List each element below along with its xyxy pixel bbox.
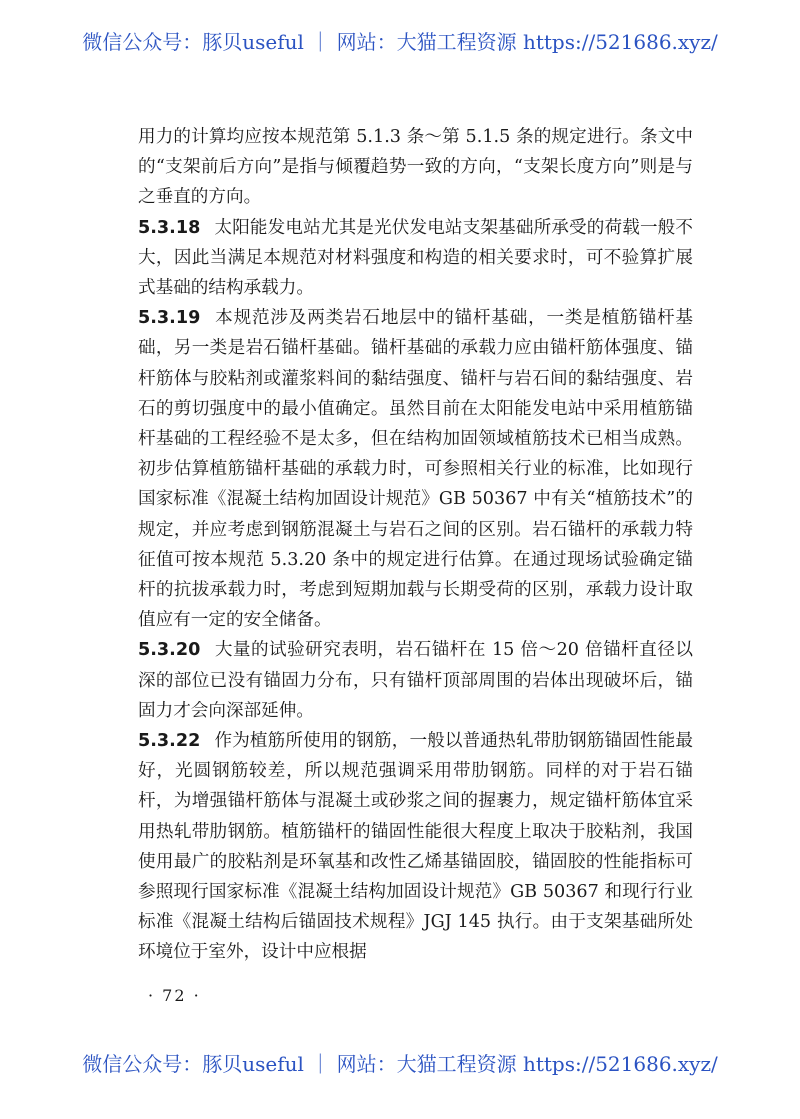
- document-body: [138, 122, 693, 968]
- paragraph-text: 作为植筋所使用的钢筋，一般以普通热轧带肋钢筋锚固性能最好，光圆钢筋较差，所以规范强调采用带肋钢筋。同样的对于岩石锚杆，为增强锚杆筋体与混凝土或砂浆之间的握裹力，规定锚杆筋体宜采用热轧带肋钢筋。植筋锚杆的锚固性能很大程度上取决于胶粘剂，我国使用最广的胶粘剂是环氧基和改性乙烯基锚固胶，锚固胶的性能指标可参照现行国家标准《混凝土结构加固设计规范》GB 50367 和现行行业标准《混凝土结构后锚固技术规程》JGJ 145 执行。由于支架基础所处环境位于室外，设计中应根据: [138, 731, 693, 963]
- clause-number: 5.3.18: [138, 217, 201, 238]
- clause-5-3-18: [138, 213, 693, 304]
- paragraph-text: 太阳能发电站尤其是光伏发电站支架基础所承受的荷载一般不大，因此当满足本规范对材料强度和构造的相关要求时，可不验算扩展式基础的结构承载力。: [138, 217, 693, 299]
- clause-number: 5.3.22: [138, 731, 201, 752]
- paragraph-continued: [138, 122, 693, 213]
- watermark-bottom: 微信公众号：豚贝useful ｜ 网站：大猫工程资源 https://521686.xyz/: [82, 1052, 718, 1076]
- paragraph-text: 本规范涉及两类岩石地层中的锚杆基础，一类是植筋锚杆基础，另一类是岩石锚杆基础。锚杆基础的承载力应由锚杆筋体强度、锚杆筋体与胶粘剂或灌浆料间的黏结强度、锚杆与岩石间的黏结强度、岩石的剪切强度中的最小值确定。虽然目前在太阳能发电站中采用植筋锚杆基础的工程经验不是太多，但在结构加固领域植筋技术已相当成熟。初步估算植筋锚杆基础的承载力时，可参照相关行业的标准，比如现行国家标准《混凝土结构加固设计规范》GB 50367 中有关“植筋技术”的规定，并应考虑到钢筋混凝土与岩石之间的区别。岩石锚杆的承载力特征值可按本规范 5.3.20 条中的规定进行估算。在通过现场试验确定锚杆的抗拔承载力时，考虑到短期加载与长期受荷的区别，承载力设计取值应有一定的安全储备。: [138, 308, 693, 631]
- clause-number: 5.3.20: [138, 640, 201, 661]
- paragraph-text: 用力的计算均应按本规范第 5.1.3 条～第 5.1.5 条的规定进行。条文中的“支架前后方向”是指与倾覆趋势一致的方向，“支架长度方向”则是与之垂直的方向。: [138, 127, 693, 208]
- page-number: · 72 ·: [148, 986, 201, 1005]
- clause-5-3-22: [138, 726, 693, 968]
- watermark-top: 微信公众号：豚贝useful ｜ 网站：大猫工程资源 https://521686.xyz/: [82, 30, 718, 54]
- clause-5-3-19: [138, 303, 693, 635]
- paragraph-text: 大量的试验研究表明，岩石锚杆在 15 倍～20 倍锚杆直径以深的部位已没有锚固力分布，只有锚杆顶部周围的岩体出现破坏后，锚固力才会向深部延伸。: [138, 640, 693, 721]
- clause-5-3-20: [138, 635, 693, 726]
- clause-number: 5.3.19: [138, 308, 201, 329]
